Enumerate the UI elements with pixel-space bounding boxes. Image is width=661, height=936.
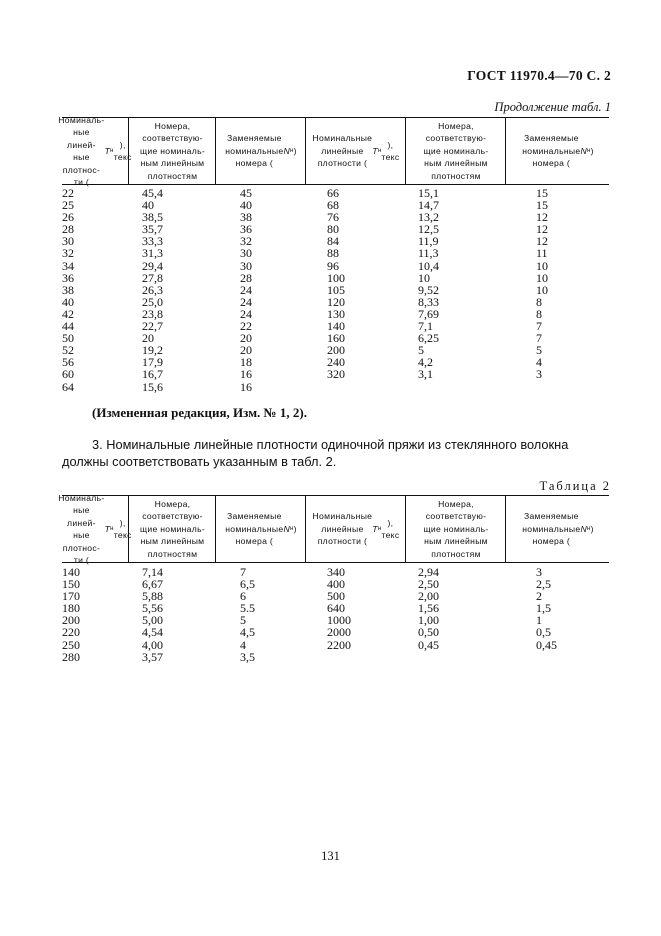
table-cell: 84 [327, 234, 339, 249]
table-cell: 4,5 [240, 625, 255, 640]
table-cell: 52 [62, 343, 74, 358]
table-cell: 11,3 [418, 246, 439, 261]
table-cell: 15,1 [418, 186, 439, 200]
table-row [62, 272, 609, 284]
table-cell: 13,2 [418, 210, 439, 225]
table-cell: 6 [240, 589, 246, 604]
table-cell: 88 [327, 246, 339, 261]
table2-header-cell: Заменяемые номинальные номера ( N н ) [215, 496, 306, 562]
table-cell: 66 [327, 186, 339, 200]
table-cell: 3 [536, 367, 542, 382]
table-cell: 6,67 [142, 577, 163, 592]
table-row [62, 368, 609, 380]
table-cell: 105 [327, 282, 345, 297]
table-cell: 140 [327, 319, 345, 334]
table-cell: 9,52 [418, 282, 439, 297]
table-cell: 160 [327, 331, 345, 346]
table1-header-cell: Заменяемые номинальные номера ( N н ) [215, 118, 306, 184]
table-cell: 28 [240, 270, 252, 285]
table-cell: 33,3 [142, 234, 163, 249]
table1-header-cell: Номиналь- ные линей- ные плотнос- ти ( T н ), текс [58, 114, 132, 187]
table-row [62, 260, 609, 272]
table-cell: 6,5 [240, 577, 255, 592]
table-cell: 1000 [327, 613, 351, 628]
table-row [62, 651, 609, 663]
table-cell: 35,7 [142, 222, 163, 237]
table-cell: 27,8 [142, 270, 163, 285]
table-cell: 2,50 [418, 577, 439, 592]
table-cell: 320 [327, 367, 345, 382]
table-cell: 30 [240, 246, 252, 261]
table-cell: 23,8 [142, 306, 163, 321]
table-cell: 16,7 [142, 367, 163, 382]
table-cell: 7,69 [418, 306, 439, 321]
table-cell: 17,9 [142, 355, 163, 370]
table-cell: 12 [536, 234, 548, 249]
table-cell: 2,94 [418, 565, 439, 579]
table-cell: 7 [240, 565, 246, 579]
table-cell: 0,45 [418, 637, 439, 652]
table-cell: 19,2 [142, 343, 163, 358]
table-cell: 20 [142, 331, 154, 346]
table-cell: 24 [240, 282, 252, 297]
table-cell: 26,3 [142, 282, 163, 297]
table-cell: 5,56 [142, 601, 163, 616]
table-cell: 220 [62, 625, 80, 640]
table-cell: 0,5 [536, 625, 551, 640]
table-cell: 500 [327, 589, 345, 604]
table-cell: 44 [62, 319, 74, 334]
table-cell: 64 [62, 379, 74, 394]
table-cell: 15,6 [142, 379, 163, 394]
table-cell: 12 [536, 210, 548, 225]
table-cell: 10 [536, 282, 548, 297]
table-cell: 34 [62, 258, 74, 273]
table-cell: 25 [62, 198, 74, 213]
table-cell: 20 [240, 331, 252, 346]
table-cell: 640 [327, 601, 345, 616]
table-cell: 4 [240, 637, 246, 652]
table-cell: 10 [536, 270, 548, 285]
table-cell: 12,5 [418, 222, 439, 237]
table-cell: 40 [240, 198, 252, 213]
table-cell: 200 [62, 613, 80, 628]
table-cell: 15 [536, 186, 548, 200]
table-cell: 32 [62, 246, 74, 261]
table-cell: 12 [536, 222, 548, 237]
table-continuation-note: Продолжение табл. 1 [494, 100, 611, 114]
table-cell: 25,0 [142, 294, 163, 309]
table-cell: 1,56 [418, 601, 439, 616]
table-cell: 5,00 [142, 613, 163, 628]
table-cell: 3,57 [142, 649, 163, 664]
table-cell: 30 [62, 234, 74, 249]
table-cell: 7 [536, 331, 542, 346]
table1-header-cell: Номера, соответствую- щие номиналь- ным линейным плотностям [405, 118, 506, 184]
table-cell: 340 [327, 565, 345, 579]
table-cell: 2000 [327, 625, 351, 640]
table2-header-cell: Номиналь- ные линей- ные плотнос- ти ( T н ), текс [58, 492, 132, 565]
table-cell: 18 [240, 355, 252, 370]
table-cell: 10 [536, 258, 548, 273]
table-cell: 40 [62, 294, 74, 309]
table-cell: 38,5 [142, 210, 163, 225]
table-cell: 170 [62, 589, 80, 604]
table-cell: 11 [536, 246, 548, 261]
table2-body [62, 566, 609, 663]
table-cell: 20 [240, 343, 252, 358]
table-cell: 2200 [327, 637, 351, 652]
table-cell: 5 [536, 343, 542, 358]
table-cell: 3 [536, 565, 542, 579]
table-cell: 36 [62, 270, 74, 285]
table-cell: 7,14 [142, 565, 163, 579]
table-cell: 180 [62, 601, 80, 616]
document-title: ГОСТ 11970.4—70 С. 2 [467, 68, 611, 83]
table-cell: 26 [62, 210, 74, 225]
table-cell: 240 [327, 355, 345, 370]
table-cell: 1,00 [418, 613, 439, 628]
table-cell: 8 [536, 294, 542, 309]
table-cell: 130 [327, 306, 345, 321]
table-cell: 5 [418, 343, 424, 358]
table-cell: 14,7 [418, 198, 439, 213]
table-cell: 56 [62, 355, 74, 370]
table-cell: 1 [536, 613, 542, 628]
table-cell: 2,5 [536, 577, 551, 592]
table-cell: 2,00 [418, 589, 439, 604]
table-cell: 400 [327, 577, 345, 592]
table2-header-cell: Заменяемые номинальные номера ( N н ) [505, 496, 610, 562]
table-cell: 5,88 [142, 589, 163, 604]
table-cell: 76 [327, 210, 339, 225]
table-cell: 16 [240, 367, 252, 382]
table-cell: 28 [62, 222, 74, 237]
table-cell: 3,1 [418, 367, 433, 382]
table-cell: 22 [240, 319, 252, 334]
table-cell: 38 [240, 210, 252, 225]
table-row [62, 626, 609, 638]
table-cell: 4 [536, 355, 542, 370]
table-cell: 150 [62, 577, 80, 592]
table-row [62, 639, 609, 651]
table2-header-cell: Номера, соответствую- щие номиналь- ным линейным плотностям [128, 496, 216, 562]
table-cell: 36 [240, 222, 252, 237]
table2-header-cell: Номинальные линейные плотности ( T н ), текс [305, 496, 406, 562]
table-cell: 3,5 [240, 649, 255, 664]
table-cell: 7,1 [418, 319, 433, 334]
table-cell: 1,5 [536, 601, 551, 616]
table-cell: 11,9 [418, 234, 439, 249]
table-cell: 30 [240, 258, 252, 273]
table-cell: 22 [62, 186, 74, 200]
table-cell: 4,2 [418, 355, 433, 370]
table-cell: 5 [240, 613, 246, 628]
table-cell: 68 [327, 198, 339, 213]
table-cell: 29,4 [142, 258, 163, 273]
table-cell: 8 [536, 306, 542, 321]
table-cell: 42 [62, 306, 74, 321]
table-cell: 80 [327, 222, 339, 237]
table-cell: 6,25 [418, 331, 439, 346]
table2-header [58, 492, 609, 565]
table-cell: 96 [327, 258, 339, 273]
table-cell: 0,45 [536, 637, 557, 652]
table-cell: 38 [62, 282, 74, 297]
table-cell: 8,33 [418, 294, 439, 309]
table-cell: 32 [240, 234, 252, 249]
table-cell: 16 [240, 379, 252, 394]
table-cell: 22,7 [142, 319, 163, 334]
table1-header-cell: Номера, соответствую- щие номиналь- ным линейным плотностям [128, 118, 216, 184]
table-cell: 100 [327, 270, 345, 285]
table-row [62, 381, 609, 393]
table-cell: 5.5 [240, 601, 255, 616]
table-cell: 10 [418, 270, 430, 285]
table2-header-cell: Номера, соответствую- щие номиналь- ным линейным плотностям [405, 496, 506, 562]
table-cell: 250 [62, 637, 80, 652]
table-cell: 140 [62, 565, 80, 579]
table-cell: 0,50 [418, 625, 439, 640]
table-cell: 7 [536, 319, 542, 334]
table-row [62, 247, 609, 259]
table-cell: 60 [62, 367, 74, 382]
table-cell: 45 [240, 186, 252, 200]
table-cell: 120 [327, 294, 345, 309]
table1-header [58, 114, 609, 187]
table-cell: 10,4 [418, 258, 439, 273]
table1-header-cell: Заменяемые номинальные номера ( N н ) [505, 118, 610, 184]
table-cell: 24 [240, 294, 252, 309]
amendment-note: (Измененная редакция, Изм. № 1, 2). [92, 405, 307, 420]
table-cell: 40 [142, 198, 154, 213]
table-cell: 4,54 [142, 625, 163, 640]
table-cell: 2 [536, 589, 542, 604]
page-number: 131 [321, 849, 340, 863]
table-cell: 15 [536, 198, 548, 213]
table-cell: 50 [62, 331, 74, 346]
table-cell: 45,4 [142, 186, 163, 200]
table-cell: 200 [327, 343, 345, 358]
table-cell: 31,3 [142, 246, 163, 261]
table-cell: 4,00 [142, 637, 163, 652]
table-cell: 24 [240, 306, 252, 321]
section-paragraph: 3. Номинальные линейные плотности одиночной пряжи из стеклянного волокна должны соответствовать указанным в табл. 2. [62, 437, 569, 469]
table1-body [62, 187, 609, 393]
table2-caption: Таблица 2 [539, 479, 611, 493]
table-cell: 280 [62, 649, 80, 664]
table1-header-cell: Номинальные линейные плотности ( T н ), текс [305, 118, 406, 184]
